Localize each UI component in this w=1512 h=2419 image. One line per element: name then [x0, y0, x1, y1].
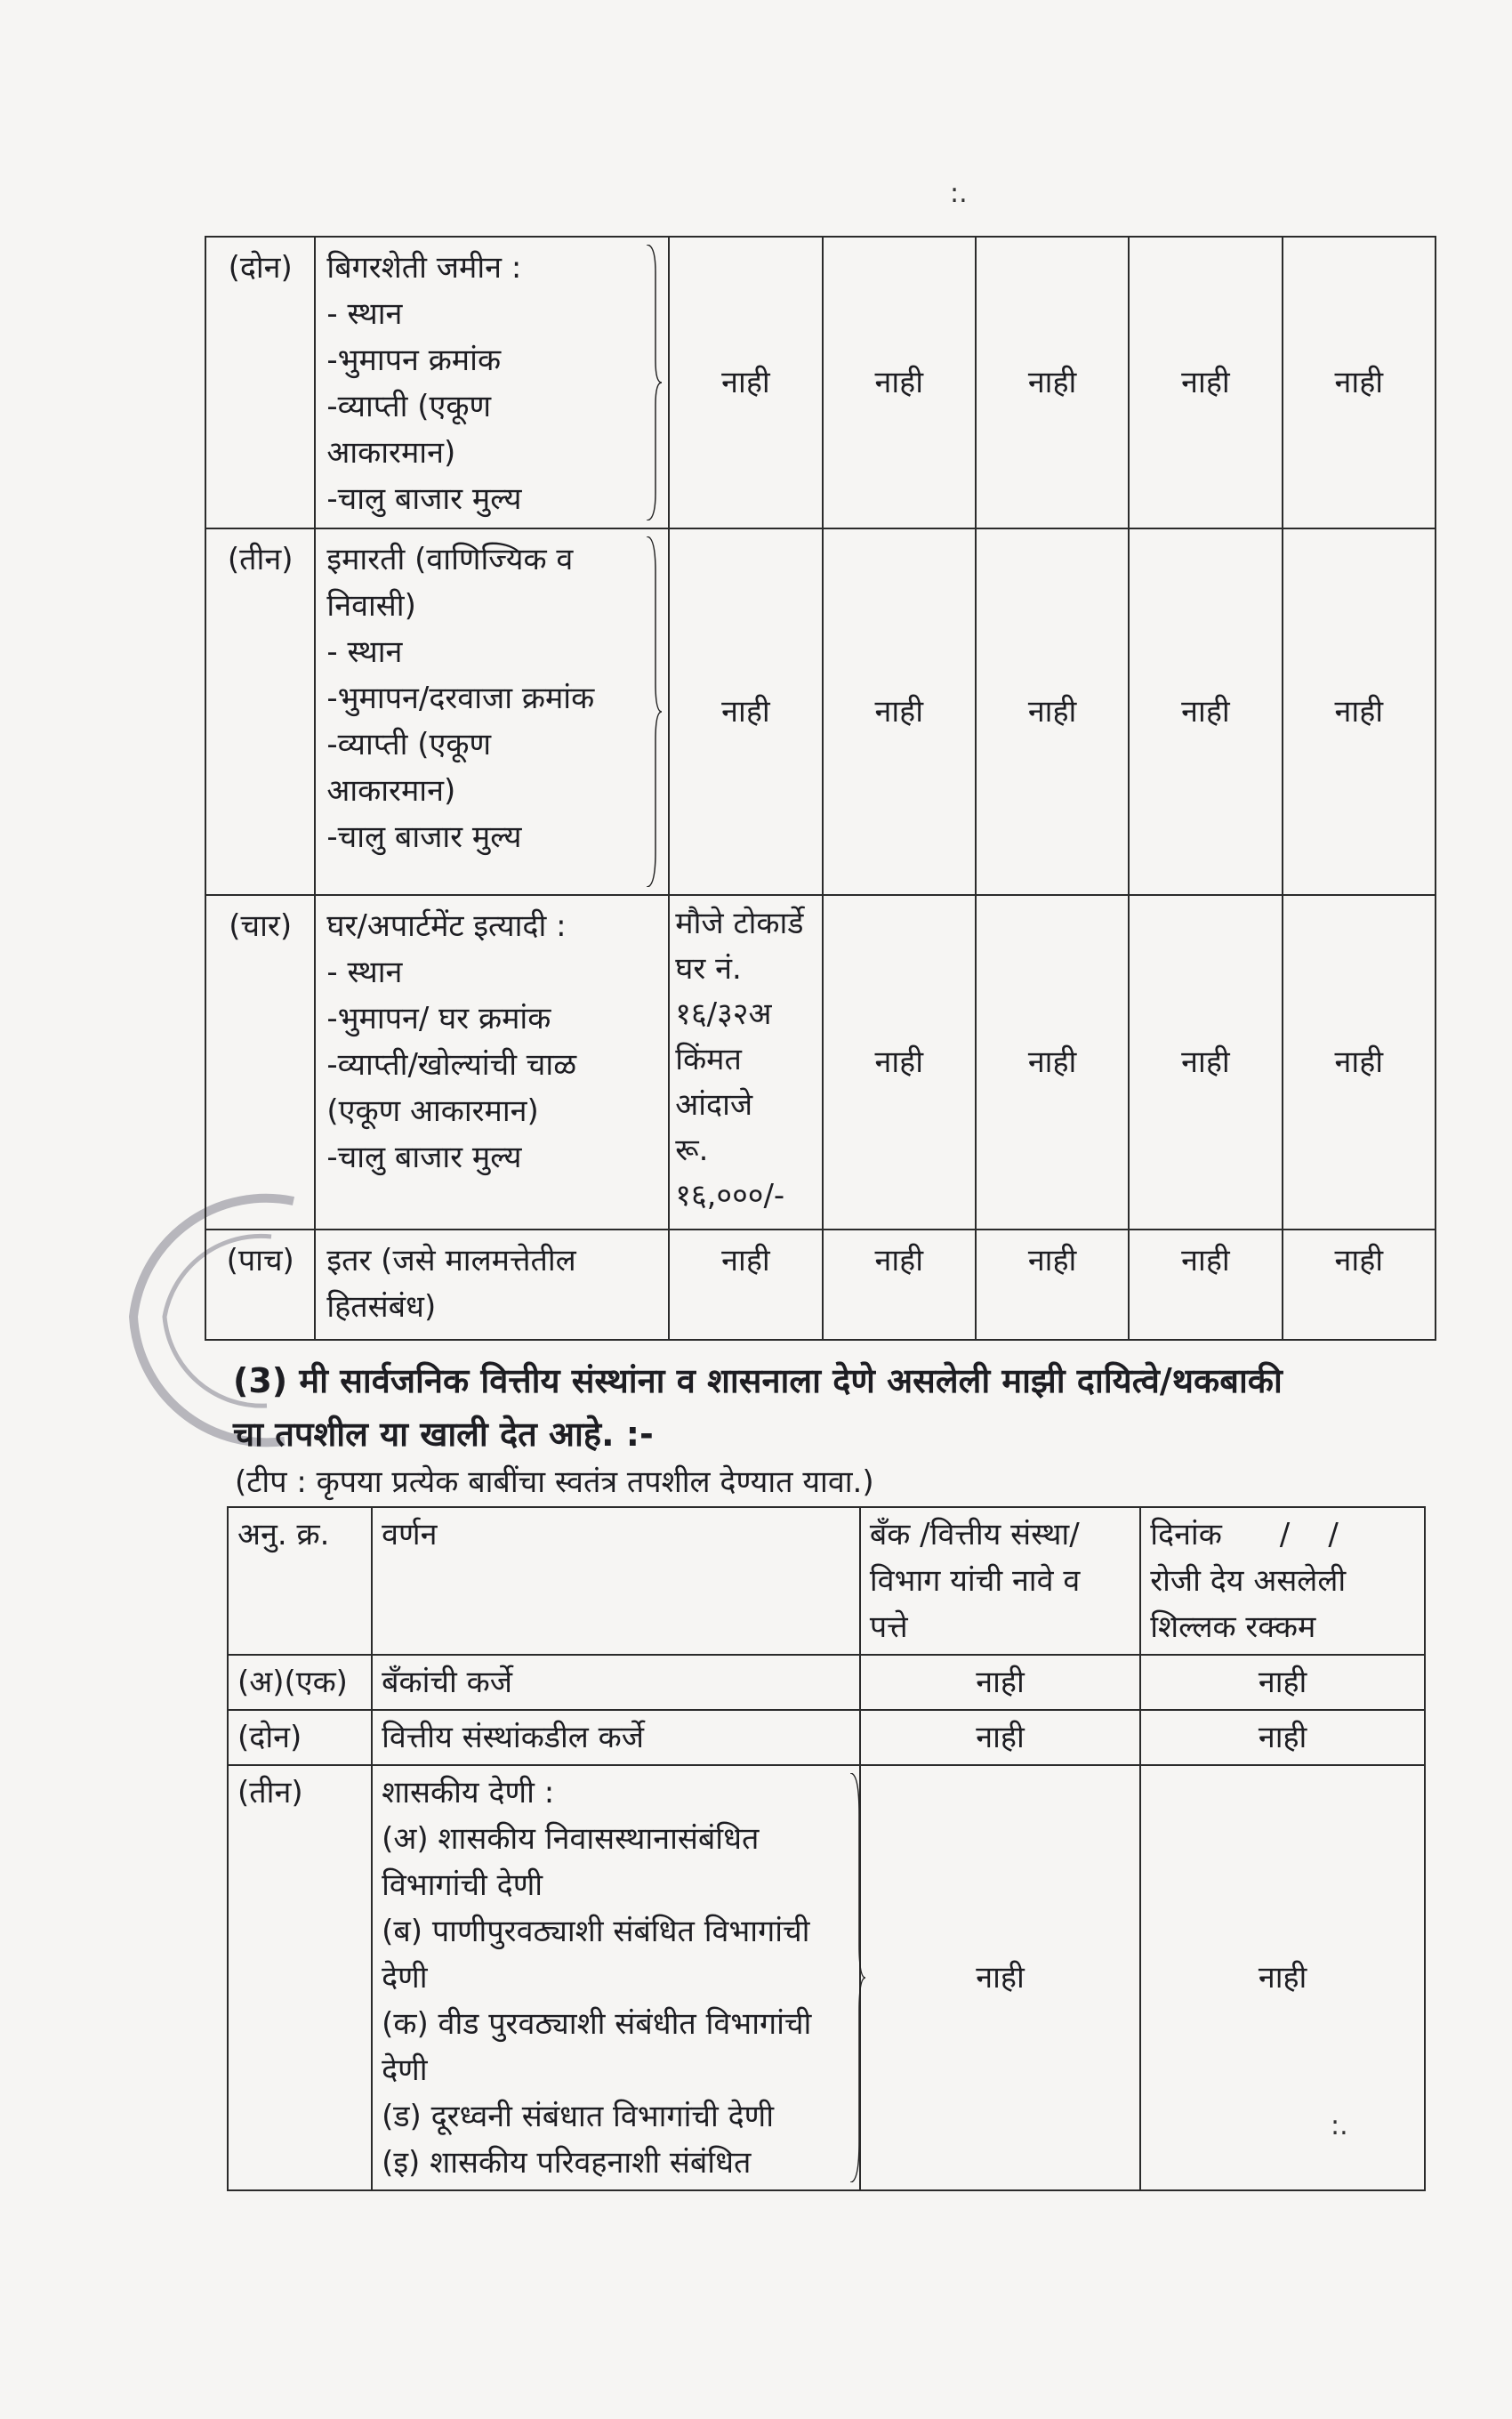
- header-row: [228, 1507, 1425, 1655]
- table-row: [205, 528, 1436, 895]
- row-description: इमारती (वाणिज्यिक व निवासी) - स्थान -भुमापन/दरवाजा क्रमांक -व्याप्ती (एकूण आकारमान) -चालु बाजार मुल्य: [315, 528, 669, 895]
- row-number: (चार): [205, 895, 315, 1230]
- table-row: [205, 895, 1436, 1230]
- value-cell: नाही: [1129, 237, 1282, 528]
- header-balance: दिनांक / / रोजी देय असलेली शिल्लक रक्कम: [1140, 1507, 1425, 1655]
- house-detail-cell: मौजे टोकार्डे घर नं. १६/३२अ किंमत आंदाजे रू. १६,०००/-: [669, 895, 822, 1230]
- value-cell: नाही: [823, 237, 976, 528]
- header-bank: बँक /वित्तीय संस्था/ विभाग यांची नावे व पत्ते: [860, 1507, 1140, 1655]
- bank-cell: नाही: [860, 1765, 1140, 2190]
- row-number: (पाच): [205, 1230, 315, 1340]
- value-cell: नाही: [823, 528, 976, 895]
- row-description: घर/अपार्टमेंट इत्यादी : - स्थान -भुमापन/ घर क्रमांक -व्याप्ती/खोल्यांची चाळ (एकूण आकारमान) -चालु बाजार मुल्य: [315, 895, 669, 1230]
- liabilities-table: [227, 1506, 1426, 2191]
- value-cell: नाही: [976, 528, 1129, 895]
- row-description: वित्तीय संस्थांकडील कर्जे: [372, 1710, 860, 1765]
- table-row: [205, 1230, 1436, 1340]
- bank-cell: नाही: [860, 1710, 1140, 1765]
- curly-brace: [848, 1773, 866, 2182]
- value-cell: नाही: [669, 237, 822, 528]
- header-description: वर्णन: [372, 1507, 860, 1655]
- bottom-mark: :.: [1331, 2110, 1348, 2141]
- curly-brace: [645, 245, 663, 520]
- bank-cell: नाही: [860, 1655, 1140, 1710]
- value-cell: नाही: [823, 895, 976, 1230]
- value-cell: नाही: [669, 1230, 822, 1340]
- row-description: इतर (जसे मालमत्तेतील हितसंबंध): [315, 1230, 669, 1340]
- section-3-heading: (3) मी सार्वजनिक वित्तीय संस्थांना व शासनाला देणे असलेली माझी दायित्वे/थकबाकी चा तपशील या खाली देत आहे. :-: [233, 1361, 1283, 1454]
- table-row: [228, 1710, 1425, 1765]
- value-cell: नाही: [1129, 895, 1282, 1230]
- top-mark: :.: [950, 178, 968, 209]
- curly-brace: [645, 536, 663, 887]
- value-cell: नाही: [1283, 895, 1436, 1230]
- section-3-note: (टीप : कृपया प्रत्येक बाबींचा स्वतंत्र तपशील देण्यात यावा.): [235, 1464, 874, 1500]
- row-number: (अ)(एक): [228, 1655, 372, 1710]
- value-cell: नाही: [976, 1230, 1129, 1340]
- row-description: बिगरशेती जमीन : - स्थान -भुमापन क्रमांक -व्याप्ती (एकूण आकारमान) -चालु बाजार मुल्य: [315, 237, 669, 528]
- row-number: (दोन): [205, 237, 315, 528]
- value-cell: नाही: [1129, 1230, 1282, 1340]
- table-row: [205, 237, 1436, 528]
- value-cell: नाही: [1129, 528, 1282, 895]
- balance-cell: नाही: [1140, 1655, 1425, 1710]
- table-row: [228, 1765, 1425, 2190]
- row-number: (दोन): [228, 1710, 372, 1765]
- header-serial: अनु. क्र.: [228, 1507, 372, 1655]
- value-cell: नाही: [1283, 1230, 1436, 1340]
- row-number: (तीन): [228, 1765, 372, 2190]
- value-cell: नाही: [1283, 528, 1436, 895]
- row-description: बँकांची कर्जे: [372, 1655, 860, 1710]
- value-cell: नाही: [976, 895, 1129, 1230]
- table-row: [228, 1655, 1425, 1710]
- value-cell: नाही: [823, 1230, 976, 1340]
- balance-cell: नाही: [1140, 1765, 1425, 2190]
- immovable-assets-table: [205, 236, 1436, 1341]
- balance-cell: नाही: [1140, 1710, 1425, 1765]
- value-cell: नाही: [1283, 237, 1436, 528]
- value-cell: नाही: [669, 528, 822, 895]
- value-cell: नाही: [976, 237, 1129, 528]
- row-description: शासकीय देणी : (अ) शासकीय निवासस्थानासंबंधित विभागांची देणी (ब) पाणीपुरवठ्याशी संबंधित विभागांची देणी (क) वीड पुरवठ्याशी संबंधीत विभागांची देणी (ड) दूरध्वनी संबंधात विभागांची देणी (इ) शासकीय परिवहनाशी संबंधित: [372, 1765, 860, 2190]
- row-number: (तीन): [205, 528, 315, 895]
